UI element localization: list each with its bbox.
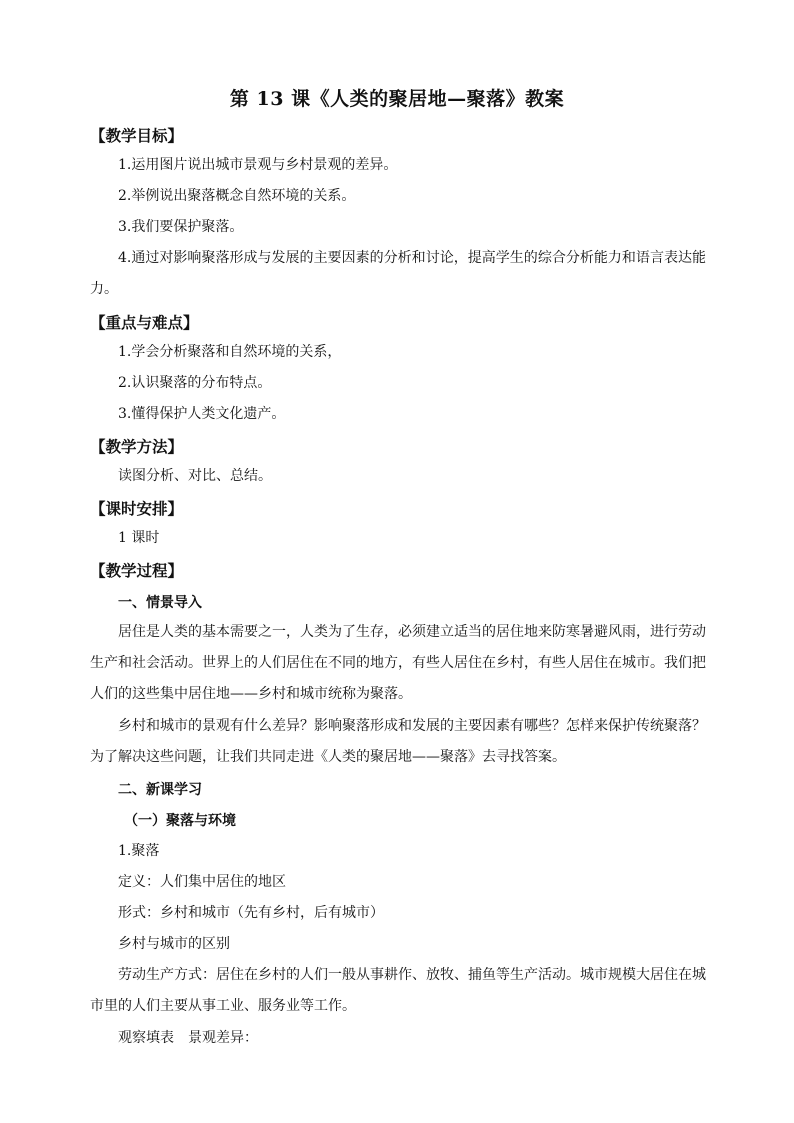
keypoint-item: 1.学会分析聚落和自然环境的关系， xyxy=(118,344,342,360)
observe-text: 观察填表 景观差异： xyxy=(118,1030,258,1046)
definition-text: 定义：人们集中居住的地区 xyxy=(118,874,286,890)
schedule-heading: 【课时安排】 xyxy=(90,499,184,518)
keypoint-item: 2.认识聚落的分布特点。 xyxy=(118,375,272,391)
item-title: 1.聚落 xyxy=(118,843,160,859)
part1-title: 一、情景导入 xyxy=(118,595,202,611)
keypoint-item: 3.懂得保护人类文化遗产。 xyxy=(118,406,286,422)
part1-paragraph: 居住是人类的基本需要之一，人类为了生存，必须建立适当的居住地来防寒暑避风雨，进行劳动生产和社会活动。世界上的人们居住在不同的地方，有些人居住在乡村，有些人居住在城市。我们把人们的这些集中居住地——乡村和城市统称为聚落。 xyxy=(90,624,706,702)
keypoints-heading: 【重点与难点】 xyxy=(90,313,199,332)
part1-paragraph: 乡村和城市的景观有什么差异？影响聚落形成和发展的主要因素有哪些？怎样来保护传统聚落？为了解决这些问题，让我们共同走进《人类的聚居地——聚落》去寻找答案。 xyxy=(90,718,706,765)
page-title: 第 13 课《人类的聚居地—聚落》教案 xyxy=(229,88,565,110)
objective-item: 4.通过对影响聚落形成与发展的主要因素的分析和讨论，提高学生的综合分析能力和语言表达能力。 xyxy=(90,250,706,297)
objective-item: 2.举例说出聚落概念自然环境的关系。 xyxy=(118,188,356,204)
objectives-heading: 【教学目标】 xyxy=(90,126,184,145)
schedule-text: 1 课时 xyxy=(118,530,160,546)
part2-title: 二、新课学习 xyxy=(118,782,202,798)
objective-item: 1.运用图片说出城市景观与乡村景观的差异。 xyxy=(118,157,398,173)
process-heading: 【教学过程】 xyxy=(90,561,184,580)
form-text: 形式：乡村和城市（先有乡村，后有城市） xyxy=(118,905,384,921)
labor-paragraph: 劳动生产方式：居住在乡村的人们一般从事耕作、放牧、捕鱼等生产活动。城市规模大居住在城市里的人们主要从事工业、服务业等工作。 xyxy=(90,967,706,1014)
objective-item: 3.我们要保护聚落。 xyxy=(118,219,244,235)
sub-section-title: （一）聚落与环境 xyxy=(124,813,236,829)
methods-text: 读图分析、对比、总结。 xyxy=(118,468,272,484)
methods-heading: 【教学方法】 xyxy=(90,437,184,456)
difference-text: 乡村与城市的区别 xyxy=(118,936,230,952)
